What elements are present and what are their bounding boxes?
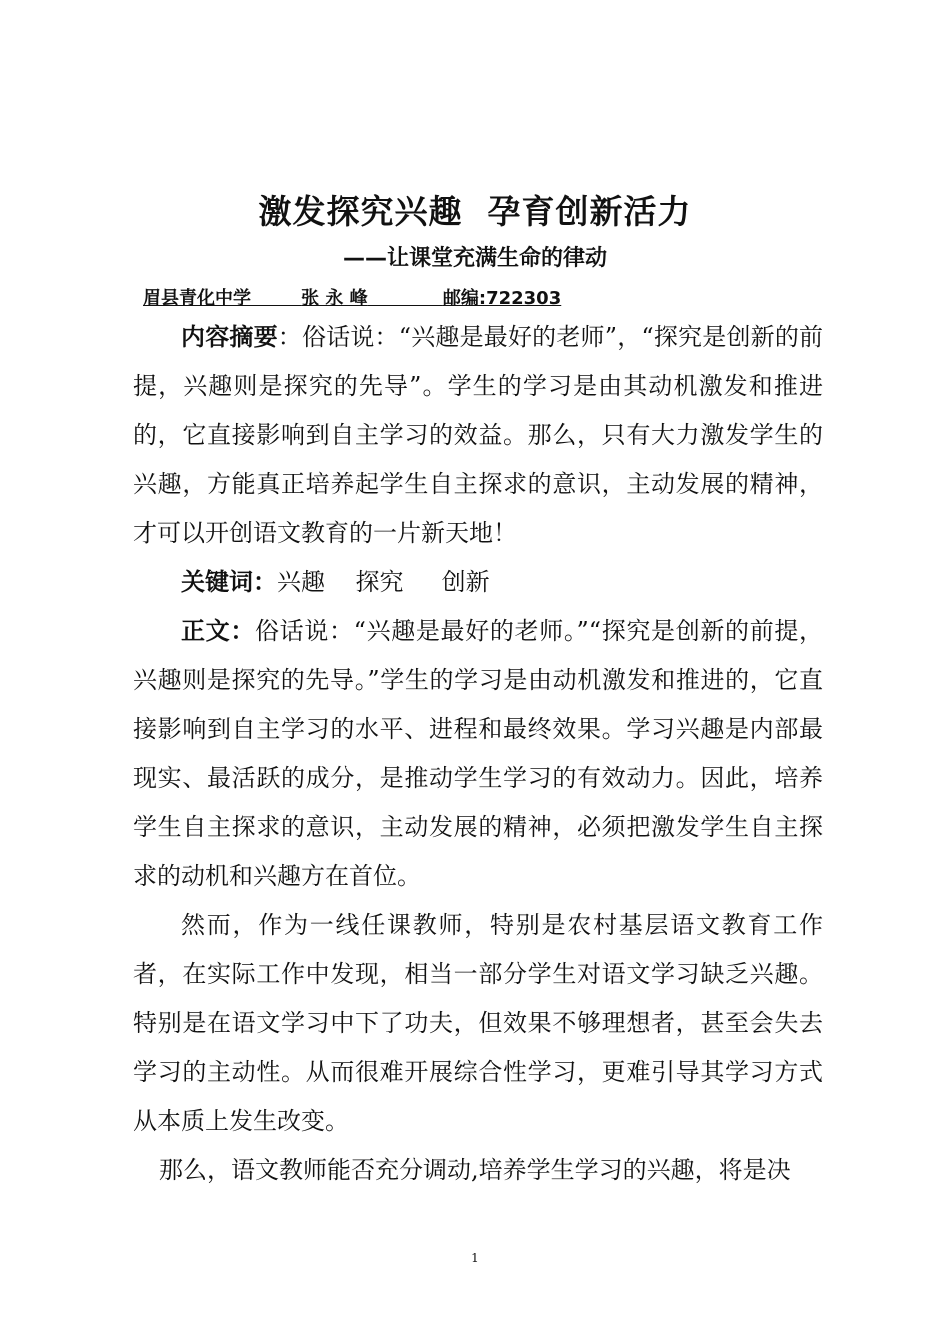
main-paragraph-text: 俗话说：“兴趣是最好的老师。”“探究是创新的前提，兴趣则是探究的先导。”学生的学习是由动机激发和推进的，它直接影响到自主学习的水平、进程和最终效果。学习兴趣是内部最现实、最活跃的成分，是推动学生学习的有效动力。因此，培养学生自主探求的意识，主动发展的精神，必须把激发学生自主探求的动机和兴趣方在首位。 xyxy=(133,617,824,890)
keyword-item: 探究 xyxy=(355,568,404,596)
main-paragraph: 那么，语文教师能否充分调动,培养学生学习的兴趣，将是决 xyxy=(159,1156,791,1184)
article-body xyxy=(133,313,823,1195)
keyword-item: 创新 xyxy=(441,568,490,596)
byline-author: 张 永 峰 xyxy=(301,288,368,309)
abstract-text: 俗话说：“兴趣是最好的老师”，“探究是创新的前提，兴趣则是探究的先导”。学生的学习是由其动机激发和推进的，它直接影响到自主学习的效益。那么，只有大力激发学生的兴趣，方能真正培养起学生自主探求的意识，主动发展的精神，才可以开创语文教育的一片新天地！ xyxy=(133,323,824,547)
article-title: 激发探究兴趣 孕育创新活力 xyxy=(258,192,692,231)
byline-postcode: 邮编:722303 xyxy=(442,288,562,309)
keywords-label: 关键词 xyxy=(181,568,253,596)
abstract-separator: ： xyxy=(277,323,302,351)
main-label: 正文 xyxy=(181,617,231,645)
main-separator: ： xyxy=(230,617,255,645)
abstract-paragraph xyxy=(133,313,823,558)
keywords-paragraph xyxy=(133,558,823,607)
main-paragraph xyxy=(133,607,823,901)
main-paragraph: 然而，作为一线任课教师，特别是农村基层语文教育工作者，在实际工作中发现，相当一部分学生对语文学习缺乏兴趣。特别是在语文学习中下了功夫，但效果不够理想者，甚至会失去学习的主动性。从而很难开展综合性学习，更难引导其学习方式从本质上发生改变。 xyxy=(133,911,823,1135)
byline-school: 眉县青化中学 xyxy=(143,288,251,309)
page-number: 1 xyxy=(471,1251,479,1265)
byline xyxy=(143,286,561,312)
article-subtitle: ——让课堂充满生命的律动 xyxy=(342,246,607,271)
keywords-separator: ： xyxy=(253,568,277,596)
abstract-label: 内容摘要 xyxy=(181,323,278,351)
keyword-item: 兴趣 xyxy=(277,568,325,596)
